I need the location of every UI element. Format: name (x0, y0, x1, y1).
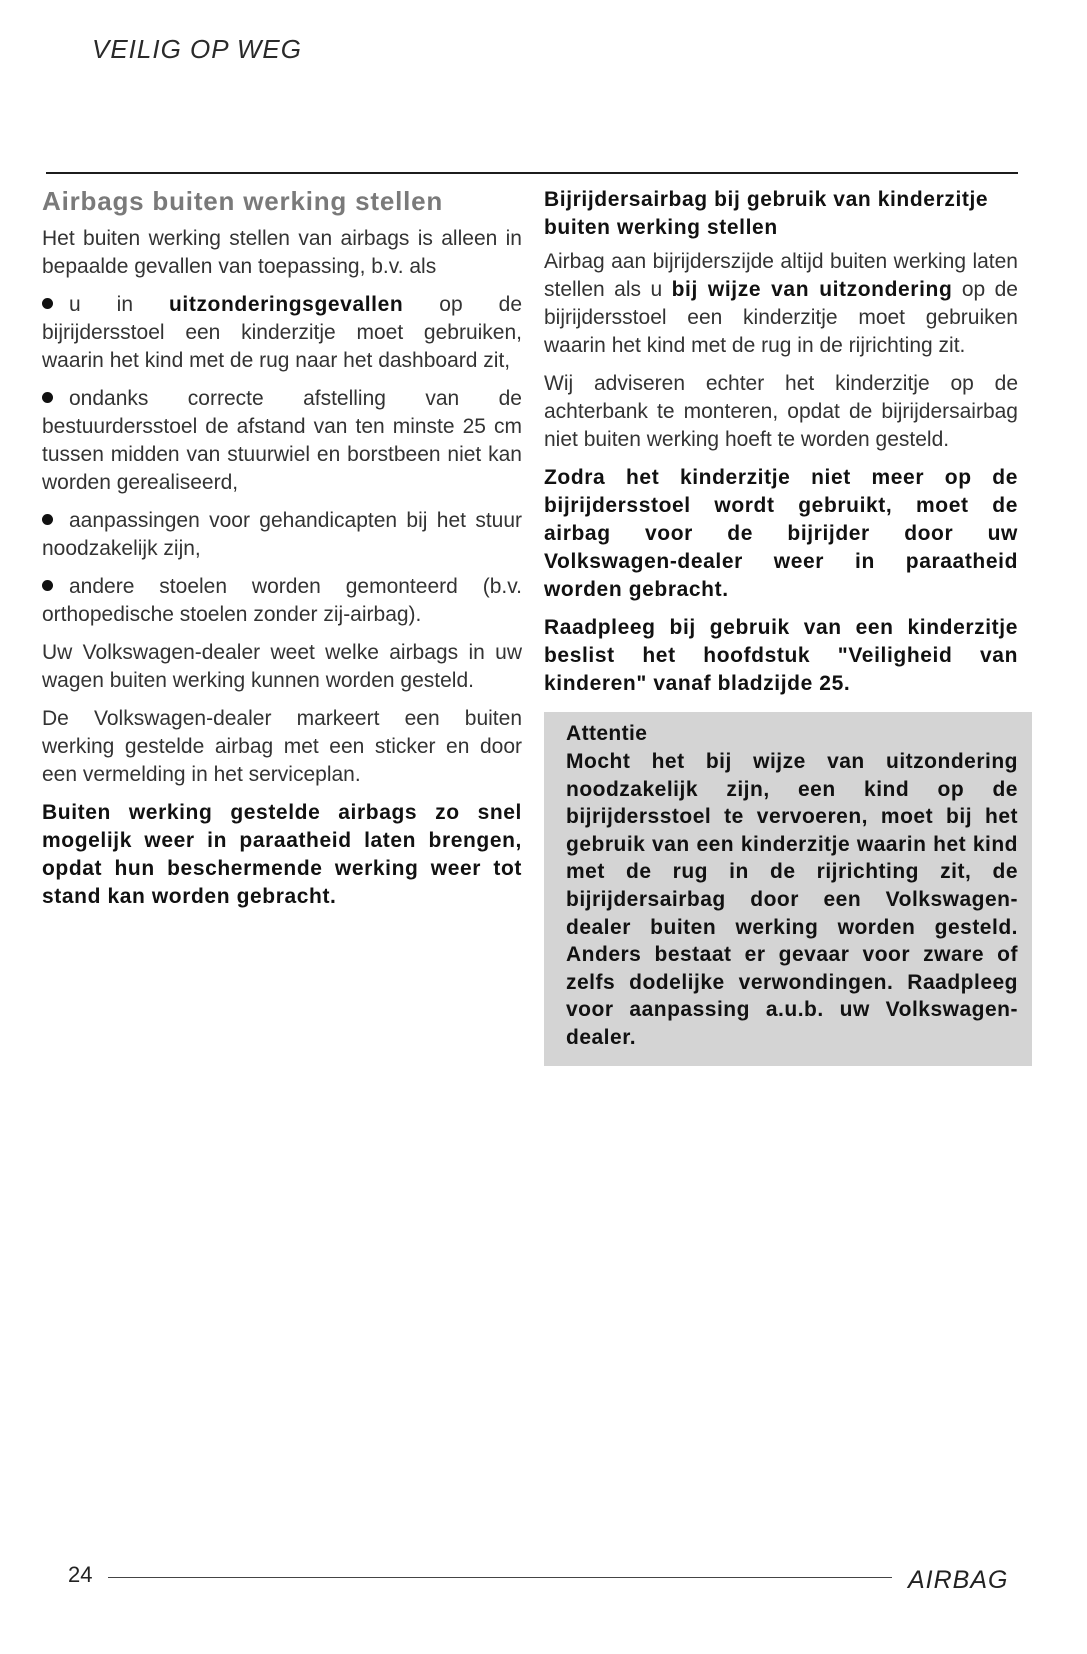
header-divider (46, 172, 1018, 174)
running-footer-section: AIRBAG (908, 1566, 1009, 1594)
list-item: u in uitzonderingsgevallen op de bijrijdersstoel een kinderzitje moet gebruiken, waarin het kind met de rug naar het dashboard zit, (42, 293, 522, 372)
left-column (42, 186, 522, 921)
running-header: VEILIG OP WEG (92, 34, 302, 64)
section-heading-passenger-airbag: Bijrijdersairbag bij gebruik van kinderzitje buiten werking stellen (544, 188, 989, 239)
dealer-knows-paragraph: Uw Volkswagen-dealer weet welke airbags in uw wagen buiten werking kunnen worden gesteld. (42, 641, 522, 692)
right-column (544, 186, 1018, 1066)
advice-paragraph: Wij adviseren echter het kinderzitje op de achterbank te monteren, opdat de bijrijdersairbag niet buiten werking hoeft te worden gesteld. (544, 372, 1018, 451)
section-heading-disable-airbags: Airbags buiten werking stellen (42, 186, 444, 216)
list-item: ondanks correcte afstelling van de bestuurdersstoel de afstand van ten minste 25 cm tussen midden van stuurwiel en borstbeen niet kan worden gerealiseerd, (42, 387, 522, 494)
intro-paragraph: Het buiten werking stellen van airbags is alleen in bepaalde gevallen van toepassing, b.v. als (42, 227, 522, 278)
reactivate-warning-paragraph: Buiten werking gestelde airbags zo snel mogelijk weer in paraatheid laten brengen, opdat hun beschermende werking weer tot stand kan worden gebracht. (42, 801, 522, 908)
page-number: 24 (68, 1562, 93, 1587)
see-chapter-paragraph: Raadpleeg bij gebruik van een kinderzitje beslist het hoofdstuk "Veiligheid van kinderen" vanaf bladzijde 25. (544, 616, 1018, 695)
attention-title: Attentie (566, 722, 648, 745)
bullet-icon (42, 392, 53, 403)
reactivate-paragraph: Zodra het kinderzitje niet meer op de bijrijdersstoel wordt gebruikt, moet de airbag voor de bijrijder door uw Volkswagen-dealer weer in paraatheid worden gebracht. (544, 466, 1018, 601)
passenger-airbag-paragraph: Airbag aan bijrijderszijde altijd buiten werking laten stellen als u bij wijze van uitzondering op de bijrijdersstoel een kinderzitje moet gebruiken waarin het kind met de rug in de rijrichting zit. (544, 250, 1018, 357)
bullet-icon (42, 298, 53, 309)
attention-box (544, 712, 1032, 1066)
bullet-icon (42, 580, 53, 591)
attention-text: Mocht het bij wijze van uitzondering noodzakelijk zijn, een kind op de bijrijdersstoel te vervoeren, moet bij het gebruik van een kinderzitje waarin het kind met de rug in de rijrichting zit, de bijrijdersairbag door een Volkswagen-dealer buiten werking worden gesteld. Anders bestaat er gevaar voor zware of zelfs dodelijke verwondingen. Raadpleeg voor aanpassing a.u.b. uw Volkswagen-dealer. (566, 750, 1018, 1049)
footer-divider (108, 1577, 892, 1578)
list-item: andere stoelen worden gemonteerd (b.v. orthopedische stoelen zonder zij-airbag). (42, 575, 522, 626)
condition-list (42, 291, 522, 629)
list-item: aanpassingen voor gehandicapten bij het stuur noodzakelijk zijn, (42, 509, 522, 560)
bullet-icon (42, 514, 53, 525)
sticker-paragraph: De Volkswagen-dealer markeert een buiten werking gestelde airbag met een sticker en door een vermelding in het serviceplan. (42, 707, 522, 786)
